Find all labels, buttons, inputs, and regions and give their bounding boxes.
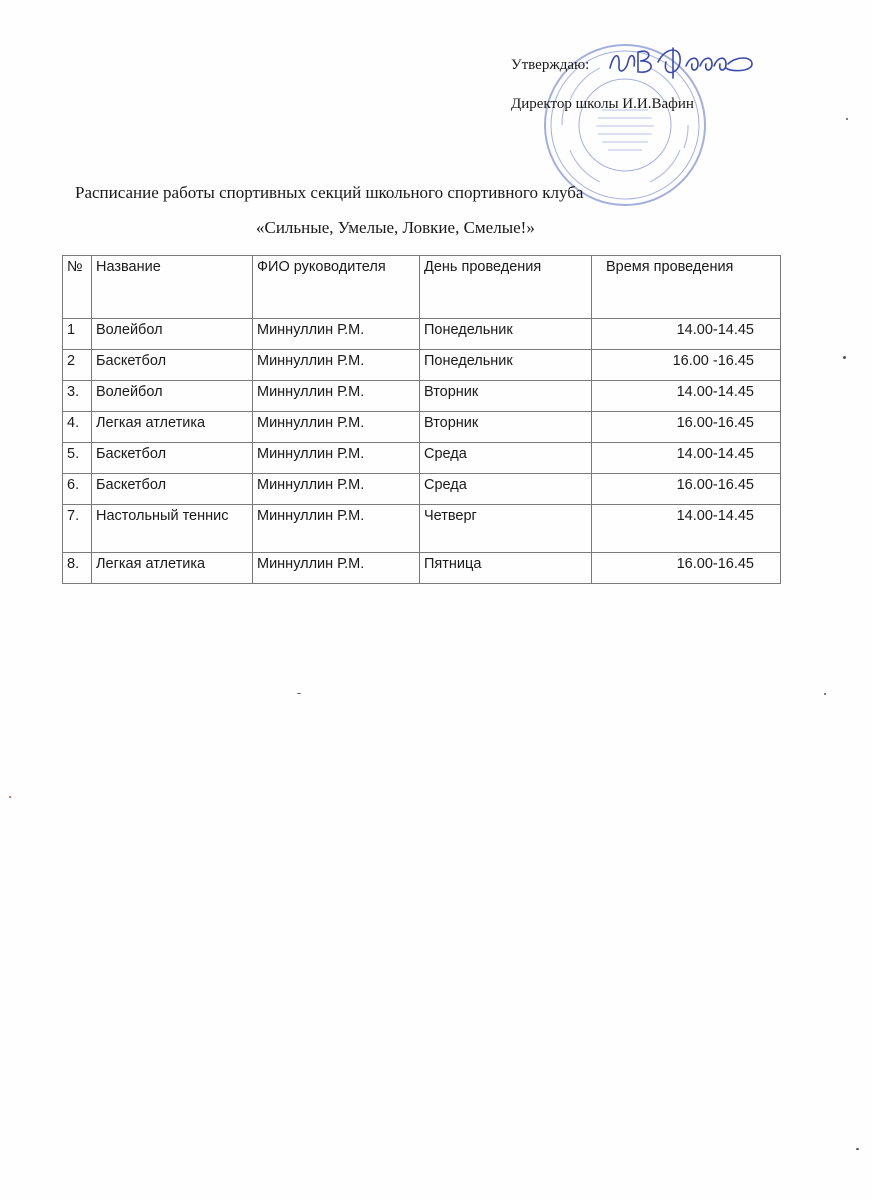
header-fio: ФИО руководителя <box>253 256 420 319</box>
cell-time: 16.00-16.45 <box>592 412 781 443</box>
header-num: № <box>63 256 92 319</box>
cell-name: Баскетбол <box>92 474 253 505</box>
document-title: Расписание работы спортивных секций школьного спортивного клуба <box>75 183 584 202</box>
cell-day: Понедельник <box>420 350 592 381</box>
header-day: День проведения <box>420 256 592 319</box>
scan-speck <box>846 118 848 120</box>
cell-fio: Миннуллин Р.М. <box>253 474 420 505</box>
cell-name: Баскетбол <box>92 350 253 381</box>
cell-time: 16.00-16.45 <box>592 474 781 505</box>
scan-speck <box>824 693 826 695</box>
table-row <box>63 443 781 474</box>
table-row <box>63 505 781 553</box>
director-signature-icon <box>606 42 756 82</box>
cell-num: 1 <box>63 319 92 350</box>
table-row <box>63 412 781 443</box>
scan-speck <box>843 356 846 359</box>
cell-day: Среда <box>420 474 592 505</box>
table-header-row <box>63 256 781 319</box>
cell-name: Волейбол <box>92 381 253 412</box>
table-row <box>63 381 781 412</box>
cell-fio: Миннуллин Р.М. <box>253 350 420 381</box>
scan-speck <box>856 1148 859 1150</box>
cell-num: 7. <box>63 505 92 553</box>
cell-num: 5. <box>63 443 92 474</box>
cell-time: 14.00-14.45 <box>592 381 781 412</box>
header-time: Время проведения <box>592 256 781 319</box>
cell-time: 16.00-16.45 <box>592 553 781 584</box>
table-row <box>63 553 781 584</box>
cell-day: Понедельник <box>420 319 592 350</box>
cell-fio: Миннуллин Р.М. <box>253 319 420 350</box>
cell-name: Баскетбол <box>92 443 253 474</box>
cell-time: 14.00-14.45 <box>592 319 781 350</box>
cell-day: Пятница <box>420 553 592 584</box>
cell-num: 6. <box>63 474 92 505</box>
cell-day: Четверг <box>420 505 592 553</box>
cell-fio: Миннуллин Р.М. <box>253 412 420 443</box>
cell-time: 14.00-14.45 <box>592 443 781 474</box>
header-name: Название <box>92 256 253 319</box>
document-subtitle: «Сильные, Умелые, Ловкие, Смелые!» <box>256 218 535 237</box>
cell-num: 3. <box>63 381 92 412</box>
cell-day: Вторник <box>420 412 592 443</box>
director-label: Директор школы И.И.Вафин <box>511 96 694 112</box>
cell-name: Легкая атлетика <box>92 553 253 584</box>
scan-speck <box>297 693 301 694</box>
cell-num: 8. <box>63 553 92 584</box>
cell-fio: Миннуллин Р.М. <box>253 381 420 412</box>
table-row <box>63 474 781 505</box>
cell-day: Вторник <box>420 381 592 412</box>
cell-day: Среда <box>420 443 592 474</box>
cell-time: 16.00 -16.45 <box>592 350 781 381</box>
table-row <box>63 350 781 381</box>
cell-num: 4. <box>63 412 92 443</box>
cell-fio: Миннуллин Р.М. <box>253 505 420 553</box>
cell-time: 14.00-14.45 <box>592 505 781 553</box>
cell-name: Настольный теннис <box>92 505 253 553</box>
cell-fio: Миннуллин Р.М. <box>253 553 420 584</box>
cell-name: Легкая атлетика <box>92 412 253 443</box>
approve-label: Утверждаю: <box>511 57 590 73</box>
cell-fio: Миннуллин Р.М. <box>253 443 420 474</box>
cell-name: Волейбол <box>92 319 253 350</box>
table-row <box>63 319 781 350</box>
schedule-table <box>62 255 781 584</box>
cell-num: 2 <box>63 350 92 381</box>
scan-speck <box>9 796 11 798</box>
